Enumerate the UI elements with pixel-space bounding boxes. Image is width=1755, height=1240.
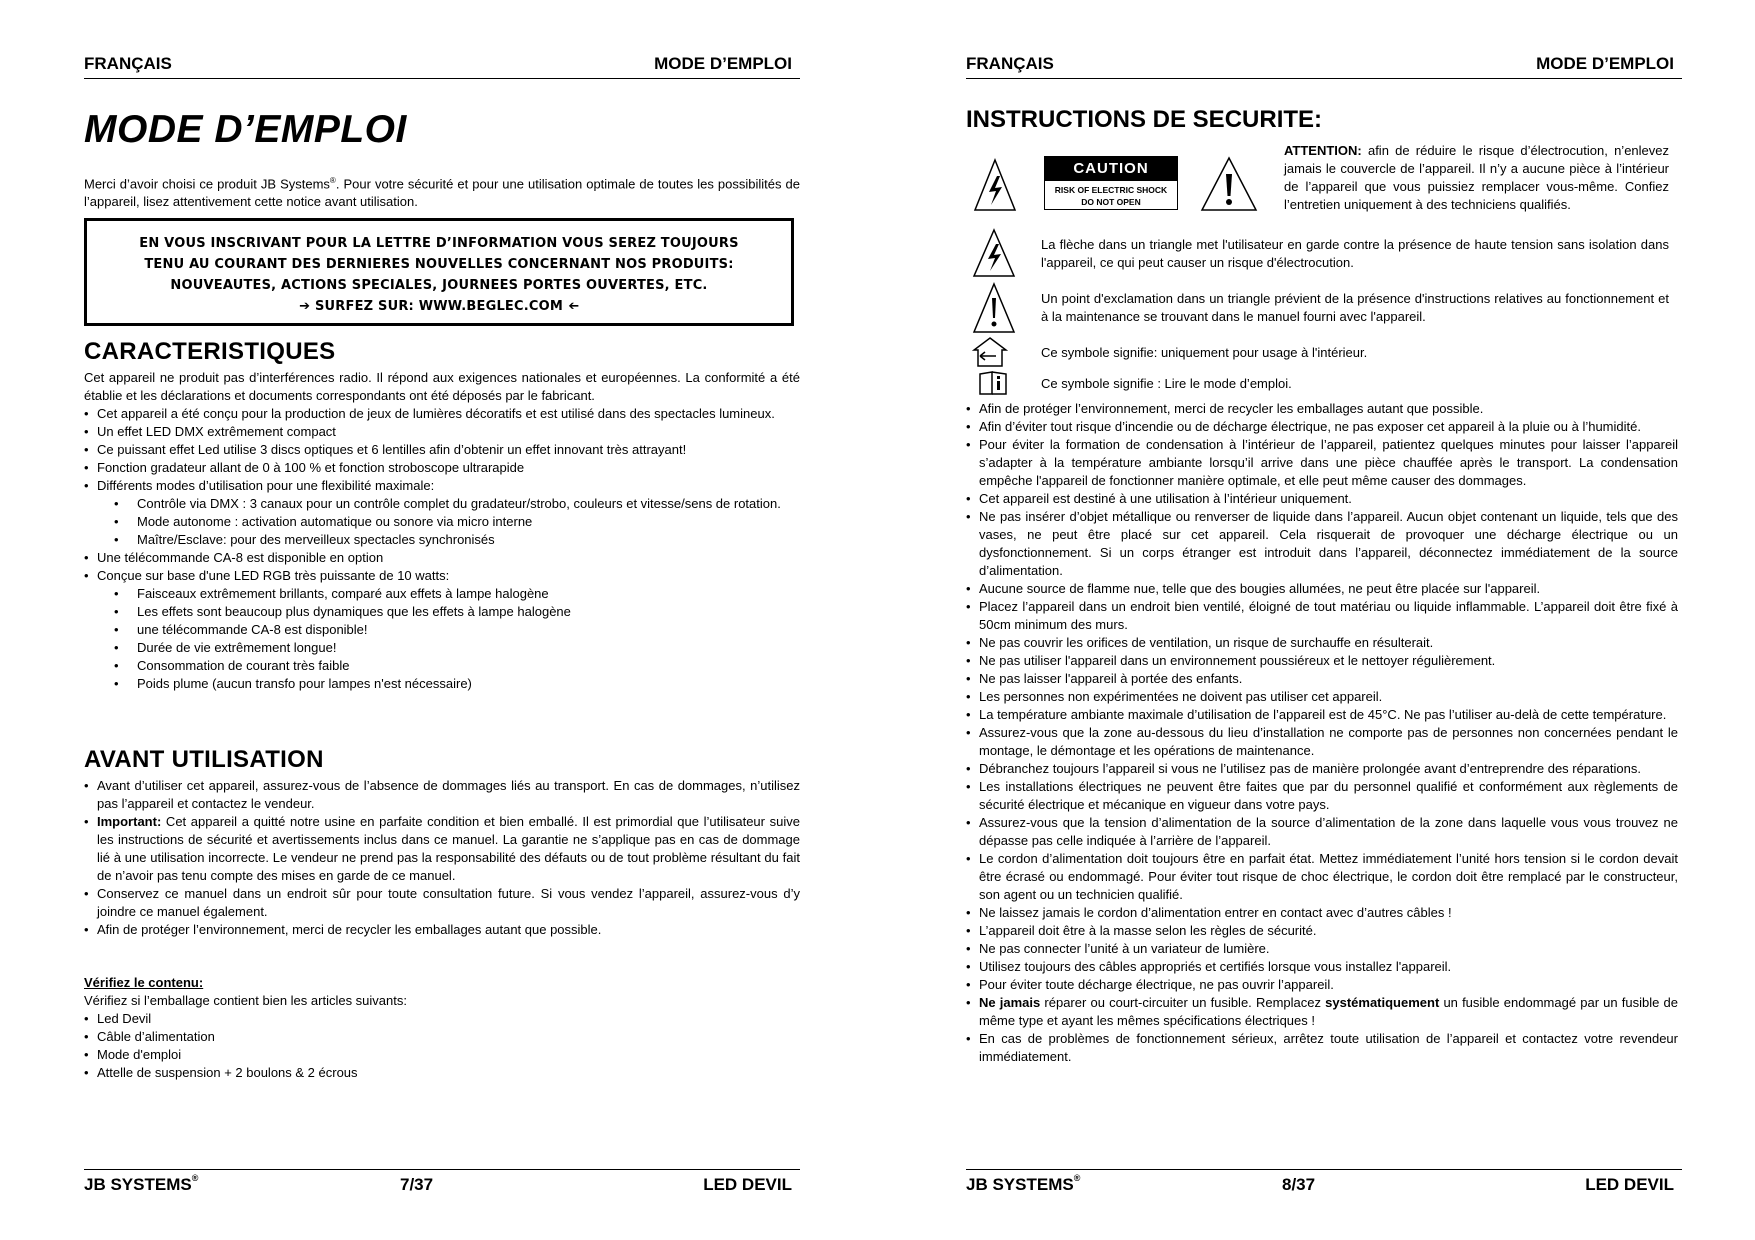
page-header: [84, 54, 800, 79]
list-item: • Ne laissez jamais le cordon d’alimentation entrer en contact avec d’autres câbles !: [966, 904, 1678, 922]
read-manual-icon: [978, 370, 1008, 396]
list-item: • Différents modes d’utilisation pour une flexibilité maximale:: [84, 477, 800, 495]
precaution-list: [84, 777, 800, 939]
list-item: • Afin de protéger l’environnement, merci de recycler les emballages autant que possible.: [84, 921, 800, 939]
surf-label: SURFEZ SUR:: [314, 299, 414, 314]
list-item: • Conçue sur base d'une LED RGB très puissante de 10 watts:: [84, 567, 800, 585]
caution-subtitle: RISK OF ELECTRIC SHOCK DO NOT OPEN: [1054, 185, 1168, 207]
list-item: • Pour éviter toute décharge électrique, ne pas ouvrir l’appareil.: [966, 976, 1678, 994]
list-item: • L’appareil doit être à la masse selon les règles de sécurité.: [966, 922, 1678, 940]
list-item: • Une télécommande CA-8 est disponible en option: [84, 549, 800, 567]
list-item: • Débranchez toujours l’appareil si vous ne l’utilisez pas de manière prolongée avant d’entreprendre des réparations.: [966, 760, 1678, 778]
header-language: FRANÇAIS: [966, 54, 1054, 73]
list-item: • Conservez ce manuel dans un endroit sûr pour toute consultation future. Si vous vendez l’appareil, assurez-vous d’y joindre ce manuel également.: [84, 885, 800, 921]
safety-instructions: [966, 400, 1678, 1066]
section-heading-avant-utilisation: AVANT UTILISATION: [84, 746, 324, 773]
page-number: 8/37: [1282, 1175, 1316, 1194]
newsletter-line: NOUVEAUTES, ACTIONS SPECIALES, JOURNEES PORTES OUVERTES, ETC.: [170, 278, 708, 293]
arrow-left-icon: ➔: [567, 299, 579, 314]
paragraph: Cet appareil ne produit pas d’interférences radio. Il répond aux exigences nationales et européennes. La conformité a été établie et les déclarations et documents correspondants ont été déposés par le fabricant.: [84, 370, 800, 403]
list-item: • Un effet LED DMX extrêmement compact: [84, 423, 800, 441]
sub-list-item: • Poids plume (aucun transfo pour lampes n'est nécessaire): [84, 675, 800, 693]
indoor-use-icon: [972, 336, 1008, 368]
sub-list-item: • Maître/Esclave: pour des merveilleux spectacles synchronisés: [84, 531, 800, 549]
list-item: • Ne jamais réparer ou court-circuiter un fusible. Remplacez systématiquement un fusible endommagé par un fusible de même type et ayant les mêmes spécifications électriques !: [966, 994, 1678, 1030]
arrow-right-icon: ➔: [299, 299, 311, 314]
list-item: • Les installations électriques ne peuvent être faites que par du personnel qualifié et conformément aux règlements de sécurité électrique et mécanique en vigueur dans votre pays.: [966, 778, 1678, 814]
page-header: [966, 54, 1682, 79]
footer-model: LED DEVIL: [1585, 1175, 1674, 1194]
list-item: • Assurez-vous que la zone au-dessous du lieu d’installation ne comporte pas de personnes non concernées pendant le montage, le démontage et les opérations de maintenance.: [966, 724, 1678, 760]
caution-label: [1044, 156, 1178, 210]
page-right: [966, 0, 1686, 1240]
caracteristiques-section: [84, 369, 800, 693]
exclamation-description: Un point d'exclamation dans un triangle prévient de la présence d'instructions relatives au fonctionnement et à la maintenance se trouvant dans le manuel fourni avec l'appareil.: [1041, 291, 1669, 324]
newsletter-box: [84, 218, 794, 326]
list-item: • Important: Cet appareil a quitté notre usine en parfaite condition et bien emballé. Il est primordial que l’utilisateur suive les instructions de sécurité et avertissements inclus dans ce manuel. La garantie ne s’applique pas en cas de dommage lié à une utilisation incorrecte. Le vendeur ne prend pas la responsabilité des défauts ou de tout problème résultant du fait de n’avoir pas tenu compte des mises en garde de ce manuel.: [84, 813, 800, 885]
intro-paragraph: Merci d’avoir choisi ce produit JB Systems®. Pour votre sécurité et pour une utilisation optimale de toutes les possibilités de l’appareil, lisez attentivement cette notice avant utilisation.: [84, 176, 800, 210]
page-left: [84, 0, 804, 1240]
list-item: • Attelle de suspension + 2 boulons & 2 écrous: [84, 1064, 800, 1082]
page-number: 7/37: [400, 1175, 434, 1194]
list-item: • Ne pas couvrir les orifices de ventilation, un risque de surchauffe en résulterait.: [966, 634, 1678, 652]
indoor-description: Ce symbole signifie: uniquement pour usage à l'intérieur.: [1041, 345, 1368, 360]
list-item: • Le cordon d’alimentation doit toujours être en parfait état. Mettez immédiatement l’unité hors tension si le cordon devait être écrasé ou endommagé. Pour éviter tout risque de choc électrique, le cordon doit être remplacé par le constructeur, son agent ou un technicien qualifié.: [966, 850, 1678, 904]
list-item: • Utilisez toujours des câbles appropriés et certifiés lorsque vous installez l'appareil.: [966, 958, 1678, 976]
page-footer: [966, 1169, 1682, 1200]
list-item: • Assurez-vous que la tension d’alimentation de la source d’alimentation de la zone dans laquelle vous vous trouvez ne dépasse pas celle indiquée à l’arrière de l’appareil.: [966, 814, 1678, 850]
header-language: FRANÇAIS: [84, 54, 172, 73]
list-item: • En cas de problèmes de fonctionnement sérieux, arrêtez toute utilisation de l’appareil et contactez votre revendeur immédiatement.: [966, 1030, 1678, 1066]
list-item: • Mode d'emploi: [84, 1046, 800, 1064]
contents-list: [84, 1010, 800, 1082]
sub-list-item: • Consommation de courant très faible: [84, 657, 800, 675]
high-voltage-symbol-icon: [972, 228, 1016, 278]
high-voltage-description: La flèche dans un triangle met l'utilisateur en garde contre la présence de haute tension sans isolation dans l'appareil, ce qui peut causer un risque d'électrocution.: [1041, 237, 1669, 270]
list-item: • Cet appareil est destiné à une utilisation à l’intérieur uniquement.: [966, 490, 1678, 508]
list-item: • Placez l’appareil dans un endroit bien ventilé, éloigné de tout matériau ou liquide inflammable. L’appareil doit être fixé à 50cm minimum des murs.: [966, 598, 1678, 634]
list-item: • Afin de protéger l’environnement, merci de recycler les emballages autant que possible.: [966, 400, 1678, 418]
caution-title: CAUTION: [1045, 157, 1177, 181]
website-link[interactable]: WWW.BEGLEC.COM: [418, 299, 564, 314]
sub-list-item: • Faisceaux extrêmement brillants, comparé aux effets à lampe halogène: [84, 585, 800, 603]
sub-list-item: • Mode autonome : activation automatique ou sonore via micro interne: [84, 513, 800, 531]
list-item: • Led Devil: [84, 1010, 800, 1028]
contenu-section: [84, 974, 800, 1082]
feature-list: [84, 405, 800, 693]
list-item: • Cet appareil a été conçu pour la production de jeux de lumières décoratifs et est utilisé dans des spectacles lumineux.: [84, 405, 800, 423]
list-item: • Pour éviter la formation de condensation à l’intérieur de l’appareil, patientez quelques minutes pour laisser l’appareil s’adapter à la température ambiante lorsqu’il arrive dans une pièce chauffée après le transport. La condensation empêche l'appareil de fonctionner manière optimale, et elle peut même causer des dommages.: [966, 436, 1678, 490]
attention-paragraph: ATTENTION: afin de réduire le risque d’électrocution, n’enlevez jamais le couvercle de l’appareil. Il n’y a aucune pièce à l’intérieur de l’appareil que vous puissiez remplacer vous-même. Confiez l’entretien uniquement à des techniciens qualifiés.: [1284, 143, 1669, 212]
manual-description: Ce symbole signifie : Lire le mode d’emploi.: [1041, 376, 1292, 391]
sub-list-item: • une télécommande CA-8 est disponible!: [84, 621, 800, 639]
high-voltage-warning-icon: [973, 158, 1017, 212]
list-item: • La température ambiante maximale d’utilisation de l’appareil est de 45°C. Ne pas l’utiliser au-delà de cette température.: [966, 706, 1678, 724]
exclamation-symbol-icon: [972, 282, 1016, 334]
sub-list-item: • Contrôle via DMX : 3 canaux pour un contrôle complet du gradateur/strobo, couleurs et vitesse/sens de rotation.: [84, 495, 800, 513]
section-heading-caracteristiques: CARACTERISTIQUES: [84, 338, 336, 365]
list-item: • Ce puissant effet Led utilise 3 discs optiques et 6 lentilles afin d’obtenir un effet innovant très attrayant!: [84, 441, 800, 459]
list-item: • Ne pas utiliser l'appareil dans un environnement poussiéreux et le nettoyer régulièrement.: [966, 652, 1678, 670]
exclamation-warning-icon: [1200, 156, 1258, 212]
list-item: • Ne pas laisser l'appareil à portée des enfants.: [966, 670, 1678, 688]
newsletter-url-line: [87, 296, 791, 317]
contenu-heading: Vérifiez le contenu:: [84, 975, 204, 990]
list-item: • Ne pas insérer d’objet métallique ou renverser de liquide dans l’appareil. Aucun objet contenant un liquide, tels que des vases, ne peut être placé sur cet appareil. Cela risquerait de provoquer une décharge électrique ou un dysfonctionnement. Si un corps étranger est introduit dans l’appareil, déconnectez immédiatement de la source d’alimentation.: [966, 508, 1678, 580]
header-section: MODE D’EMPLOI: [1536, 54, 1674, 73]
sub-list-item: • Durée de vie extrêmement longue!: [84, 639, 800, 657]
newsletter-line: TENU AU COURANT DES DERNIERES NOUVELLES CONCERNANT NOS PRODUITS:: [144, 257, 734, 272]
sub-list-item: • Les effets sont beaucoup plus dynamiques que les effets à lampe halogène: [84, 603, 800, 621]
paragraph: Vérifiez si l’emballage contient bien les articles suivants:: [84, 993, 407, 1008]
list-item: • Avant d’utiliser cet appareil, assurez-vous de l’absence de dommages liés au transport. En cas de dommages, n’utilisez pas l’appareil et contactez le vendeur.: [84, 777, 800, 813]
list-item: • Les personnes non expérimentées ne doivent pas utiliser cet appareil.: [966, 688, 1678, 706]
avant-utilisation-section: [84, 777, 800, 939]
page-title: MODE D’EMPLOI: [84, 108, 407, 151]
list-item: • Câble d’alimentation: [84, 1028, 800, 1046]
footer-brand: JB SYSTEMS®: [966, 1173, 1081, 1194]
list-item: • Ne pas connecter l’unité à un variateur de lumière.: [966, 940, 1678, 958]
header-section: MODE D’EMPLOI: [654, 54, 792, 73]
newsletter-line: EN VOUS INSCRIVANT POUR LA LETTRE D’INFORMATION VOUS SEREZ TOUJOURS: [139, 236, 739, 251]
list-item: • Fonction gradateur allant de 0 à 100 % et fonction stroboscope ultrarapide: [84, 459, 800, 477]
list-item: • Aucune source de flamme nue, telle que des bougies allumées, ne peut être placée sur l'appareil.: [966, 580, 1678, 598]
list-item: • Afin d’éviter tout risque d’incendie ou de décharge électrique, ne pas exposer cet appareil à la pluie ou à l’humidité.: [966, 418, 1678, 436]
footer-model: LED DEVIL: [703, 1175, 792, 1194]
important-label: Important:: [97, 814, 162, 829]
safety-list: [966, 400, 1678, 1066]
section-heading-securite: INSTRUCTIONS DE SECURITE:: [966, 106, 1323, 133]
footer-brand: JB SYSTEMS®: [84, 1173, 199, 1194]
page-footer: [84, 1169, 800, 1200]
